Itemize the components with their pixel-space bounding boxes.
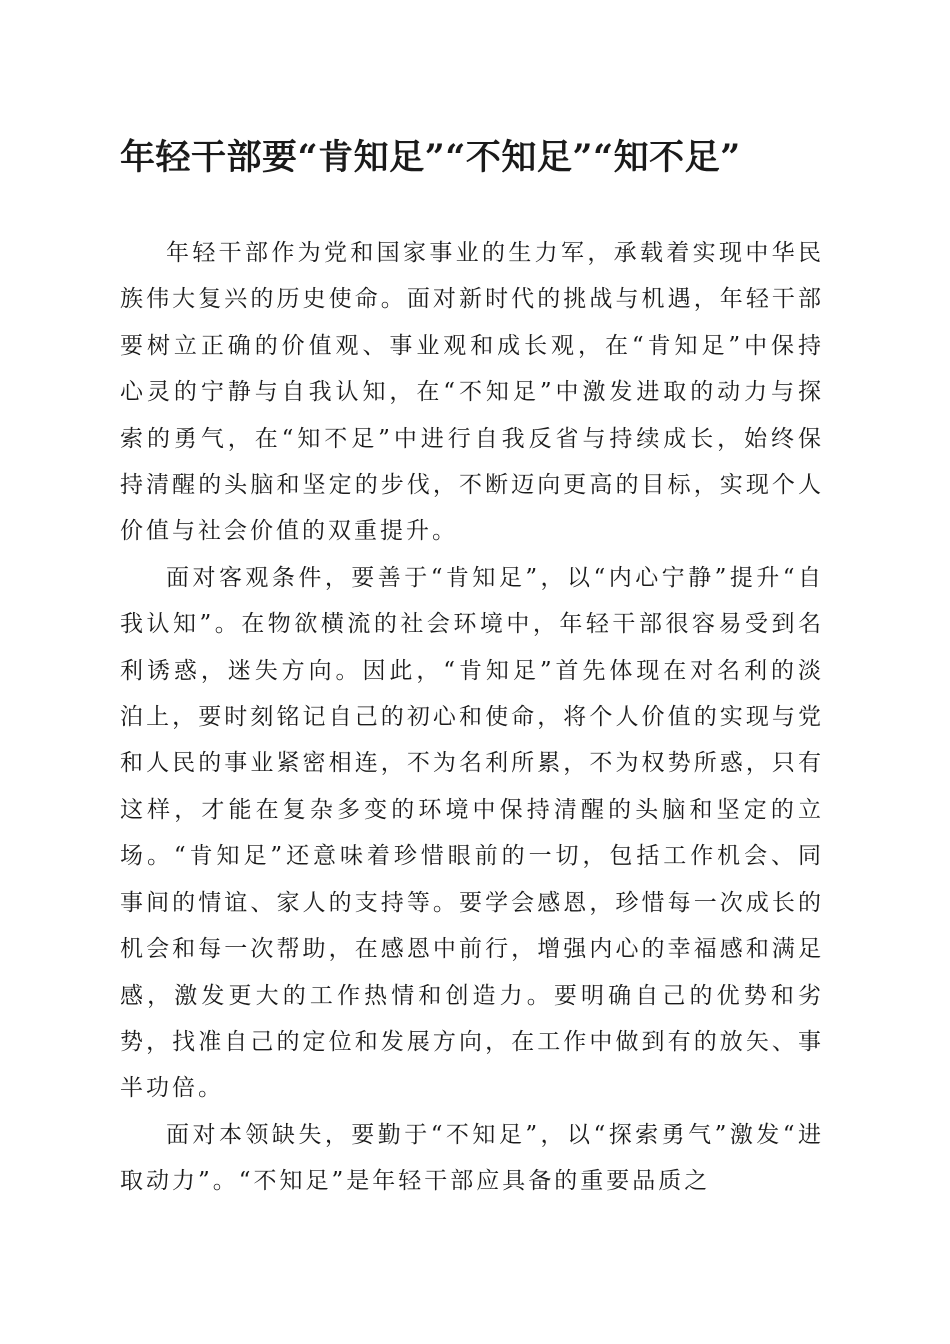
paragraph: 年轻干部作为党和国家事业的生力军，承载着实现中华民族伟大复兴的历史使命。面对新时代的挑战与机遇，年轻干部要树立正确的价值观、事业观和成长观，在“肯知足”中保持心灵的宁静与自我认知，在“不知足”中激发进取的动力与探索的勇气，在“知不足”中进行自我反省与持续成长，始终保持清醒的头脑和坚定的步伐，不断迈向更高的目标，实现个人价值与社会价值的双重提升。 <box>120 240 824 545</box>
paragraph: 面对本领缺失，要勤于“不知足”，以“探索勇气”激发“进取动力”。“不知足”是年轻干部应具备的重要品质之 <box>120 1121 824 1195</box>
document-title: 年轻干部要“肯知足”“不知足”“知不足” <box>120 137 741 178</box>
paragraph: 面对客观条件，要善于“肯知足”，以“内心宁静”提升“自我认知”。在物欲横流的社会环境中，年轻干部很容易受到名利诱惑，迷失方向。因此，“肯知足”首先体现在对名利的淡泊上，要时刻铭记自己的初心和使命，将个人价值的实现与党和人民的事业紧密相连，不为名利所累，不为权势所惑，只有这样，才能在复杂多变的环境中保持清醒的头脑和坚定的立场。“肯知足”还意味着珍惜眼前的一切，包括工作机会、同事间的情谊、家人的支持等。要学会感恩，珍惜每一次成长的机会和每一次帮助，在感恩中前行，增强内心的幸福感和满足感，激发更大的工作热情和创造力。要明确自己的优势和劣势，找准自己的定位和发展方向，在工作中做到有的放矢、事半功倍。 <box>120 564 824 1102</box>
document-body <box>120 230 824 1205</box>
